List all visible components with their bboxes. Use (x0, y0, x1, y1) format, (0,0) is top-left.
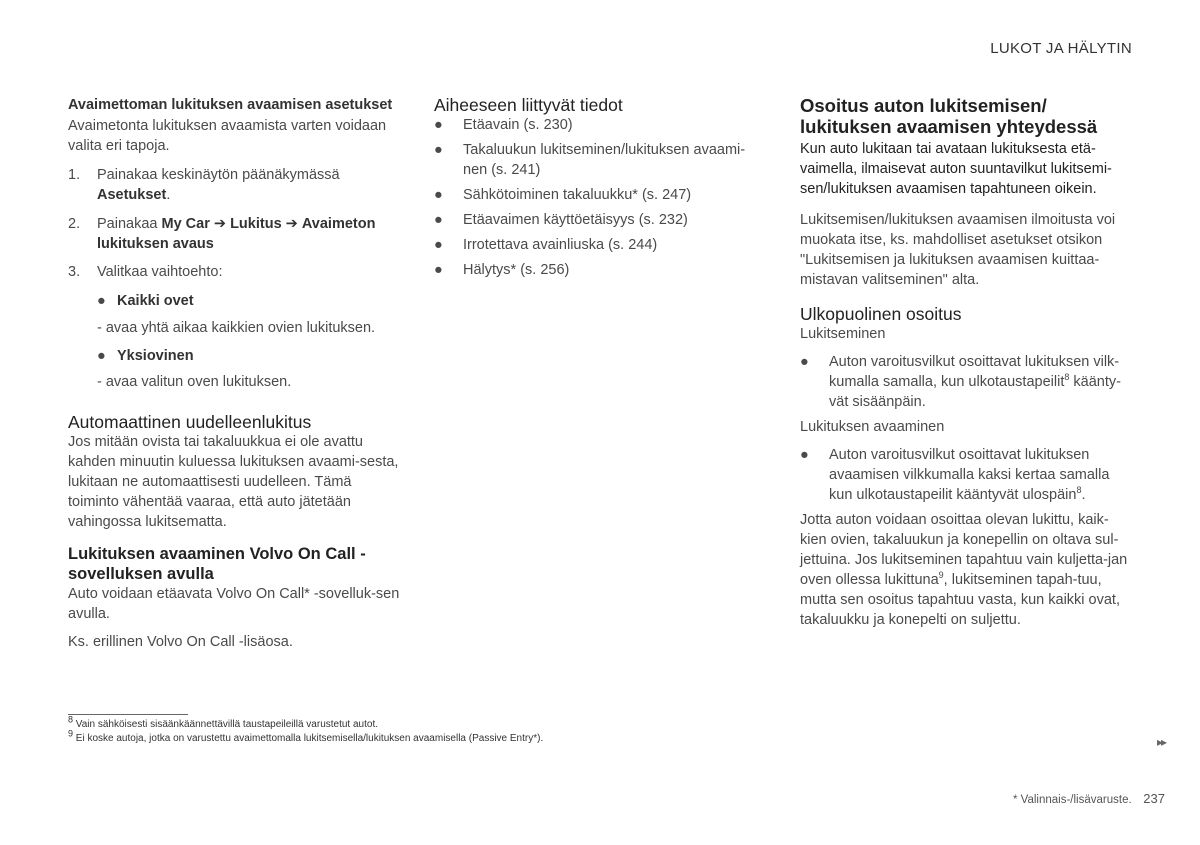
page-number: 237 (1143, 791, 1165, 806)
sub-locking: Lukitseminen (800, 326, 886, 342)
list-item: ● Etäavain (s. 230) (434, 117, 573, 133)
continue-arrows-icon: ▸▸ (1156, 735, 1165, 749)
intro-text: Avaimetonta lukituksen avaamista varten voidaan valita eri tapoja. (68, 118, 387, 154)
closing-text: Jotta auton voidaan osoittaa olevan lukittu, kaik-kien ovien, takaluukun ja konepellin on oltava sul-jettuina. Jos lukitseminen tapahtuu vain kuljetta-jan oven ollessa lukittuna$^9$, lukitseminen tapah-tuu, mutta sen osoitus tapahtuu vasta, kun kaikki ovat, takaluukku ja konepelti on suljettu. (800, 512, 1128, 628)
heading-keyless-settings: Avaimettoman lukituksen avaamisen asetukset (68, 97, 393, 113)
voc-text: Auto voidaan etäavata Volvo On Call* -sovelluk-sen avulla. (68, 586, 400, 622)
list-item: ● Hälytys* (s. 256) (434, 262, 570, 278)
step-1: 1. Painakaa keskinäytön päänäkymässä Asetukset. (68, 167, 340, 203)
footnote-9: $^9$ Ei koske autoja, jotka on varustettu avaimettomalla lukitsemisella/lukituksen avaamisella (Passive Entry*). (68, 728, 544, 744)
locking-list (800, 352, 1135, 412)
bullet-icon: ● (434, 212, 443, 228)
column-left (68, 95, 403, 652)
bullet-icon: ● (800, 354, 809, 370)
avaimeton-label: Avaimeton lukituksen avaus (97, 216, 376, 252)
footnote-ref: 8 (1076, 485, 1082, 496)
bullet-icon: ● (434, 117, 443, 133)
step-number: 3. (68, 264, 81, 280)
heading-related: Aiheeseen liittyvät tiedot (434, 95, 623, 115)
optional-note: * Valinnais-/lisävaruste. (1012, 794, 1132, 806)
steps-list (68, 165, 403, 282)
heading-external-indication: Ulkopuolinen osoitus (800, 304, 962, 324)
unlocking-list (800, 445, 1135, 505)
option-all-doors (97, 291, 403, 311)
running-header: LUKOT JA HÄLYTIN (990, 40, 1132, 57)
voc-ref: Ks. erillinen Volvo On Call -lisäosa. (68, 634, 293, 650)
step-number: 2. (68, 216, 81, 232)
mycar-label: My Car (161, 216, 210, 232)
footnote-8: $^8$ Vain sähköisesti sisäänkäännettävillä taustapeileillä varustetut autot. (68, 714, 379, 730)
column-right (800, 95, 1135, 630)
sub-unlocking: Lukituksen avaaminen (800, 419, 945, 435)
bullet-icon: ● (434, 262, 443, 278)
step-number: 1. (68, 167, 81, 183)
bullet-icon: ● (97, 293, 106, 309)
page-footer (1013, 791, 1165, 806)
step-2 (68, 214, 403, 254)
bullet-icon: ● (97, 348, 106, 364)
customize-text: Lukitsemisen/lukituksen avaamisen ilmoitusta voi muokata itse, ks. mahdolliset asetukset otsikon "Lukitsemisen ja lukituksen avaamisen kuittaa-mistavan valitseminen" alta. (800, 212, 1116, 288)
auto-relock-text: Jos mitään ovista tai takaluukkua ei ole avattu kahden minuutin kuluessa lukituksen avaami-sesta, lukitaan ne automaattisesti uudelleen. Tämä toiminto vähentää vaaraa, että auto jätetään vahingossa lukitsematta. (68, 434, 399, 530)
related-list (434, 115, 764, 280)
footnote-ref: 9 (938, 570, 944, 581)
bullet-icon: ● (434, 142, 443, 158)
column-middle (434, 95, 764, 285)
list-item: ● Sähkötoiminen takaluukku* (s. 247) (434, 187, 692, 203)
arrow-right-icon: ➔ (285, 216, 298, 232)
bullet-icon: ● (434, 187, 443, 203)
option-desc: - avaa valitun oven lukituksen. (97, 374, 292, 390)
option-label: Yksiovinen (117, 348, 194, 364)
option-label: Kaikki ovet (117, 293, 194, 309)
footnote-divider (68, 714, 188, 715)
bullet-icon: ● (434, 237, 443, 253)
step-text: Valitkaa vaihtoehto: (97, 264, 223, 280)
footnote-ref: 8 (1064, 372, 1070, 383)
step-3 (68, 262, 403, 282)
heading-auto-relock: Automaattinen uudelleenlukitus (68, 412, 312, 432)
step-text: Painakaa keskinäytön päänäkymässä (97, 167, 340, 183)
lead-text: Kun auto lukitaan tai avataan lukituksesta etä-vaimella, ilmaisevat auton suuntavilkut lukitsemi-sen/lukituksen avaamisen tapahtuneen oikein. (800, 141, 1112, 197)
bullet-icon: ● (800, 447, 809, 463)
option-desc: - avaa yhtä aikaa kaikkien ovien lukituksen. (97, 320, 376, 336)
option-single-door (97, 346, 403, 366)
list-item: ● Auton varoitusvilkut osoittavat lukituksen vilk-kumalla samalla, kun ulkotaustapeilit$^8$ käänty-vät sisäänpäin. (800, 354, 1121, 410)
footnotes (68, 714, 544, 746)
lukitus-label: Lukitus (230, 216, 282, 232)
list-item: ● Takaluukun lukitseminen/lukituksen avaami-nen (s. 241) (434, 142, 746, 178)
heading-volvo-on-call: Lukituksen avaaminen Volvo On Call -sovelluksen avulla (68, 545, 366, 583)
list-item: ● Etäavaimen käyttöetäisyys (s. 232) (434, 212, 688, 228)
step-text: Painakaa (97, 216, 158, 232)
heading-indication: Osoitus auton lukitsemisen/ lukituksen avaamisen yhteydessä (800, 95, 1098, 137)
arrow-right-icon: ➔ (213, 216, 227, 232)
list-item: ● Auton varoitusvilkut osoittavat lukituksen avaamisen vilkkumalla kaksi kertaa samalla kun ulkotaustapeilit kääntyvät ulospäin$^8$. (800, 447, 1110, 503)
list-item: ● Irrotettava avainliuska (s. 244) (434, 237, 658, 253)
settings-label: Asetukset (97, 187, 167, 203)
